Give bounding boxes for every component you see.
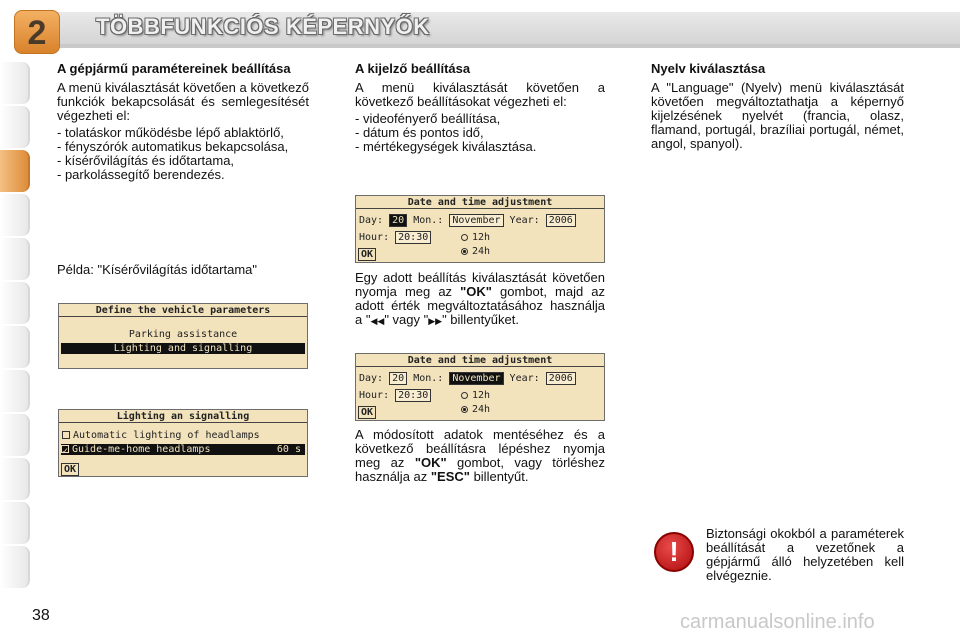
chapter-tab[interactable] xyxy=(0,238,30,280)
menu-item-parking[interactable]: Parking assistance xyxy=(128,329,238,340)
section-heading: A kijelző beállítása xyxy=(355,61,471,76)
option-24h[interactable]: 24h xyxy=(461,404,490,415)
settings-list xyxy=(355,112,605,154)
chapter-tab[interactable] xyxy=(0,282,30,324)
day-field[interactable]: 20 xyxy=(389,372,407,385)
screen-datetime-1 xyxy=(355,195,605,263)
section-heading: A gépjármű paramétereinek beállítása xyxy=(57,61,291,76)
section-language xyxy=(651,62,904,154)
hour-field[interactable]: 20:30 xyxy=(395,389,431,402)
page-title: TÖBBFUNKCIÓS KÉPERNYŐK xyxy=(96,14,430,39)
day-field[interactable]: 20 xyxy=(389,214,407,227)
year-field[interactable]: 2006 xyxy=(546,372,576,385)
option-24h[interactable]: 24h xyxy=(461,246,490,257)
screen-lighting xyxy=(58,409,308,477)
save-paragraph: A módosított adatok mentéséhez és a következő beállításra lépéshez nyomja meg az "OK" gombot, vagy törléshez használja az "ESC" billentyűt. xyxy=(355,427,605,484)
date-row: Day: 20 Mon.: November Year: 2006 xyxy=(359,215,576,226)
checkbox-checked-icon[interactable]: ✓ xyxy=(62,446,69,457)
section-intro: A menü kiválasztását követően a következő beállításokat végezheti el: xyxy=(355,80,605,109)
option-guide-me-home-selected[interactable]: ✓ Guide-me-home headlamps 60 s xyxy=(61,444,305,455)
list-item: - kísérővilágítás és időtartama, xyxy=(57,154,309,168)
instruction-paragraph: Egy adott beállítás kiválasztását követően nyomja meg az "OK" gombot, majd az adott érték megváltoztatásához használja a "◀◀" vagy "▶▶" billentyűket. xyxy=(355,270,605,327)
screen-title: Define the vehicle parameters xyxy=(59,304,307,317)
esc-label: "ESC" xyxy=(430,469,470,484)
section-vehicle-params xyxy=(57,62,309,182)
list-item: - tolatáskor működésbe lépő ablaktörlő, xyxy=(57,126,309,140)
hour-row: Hour: 20:30 xyxy=(359,232,431,243)
checkbox-icon[interactable] xyxy=(62,431,70,439)
safety-warning: Biztonsági okokból a paraméterek beállítását a vezetőnek a gépjármű álló helyzetében kell elvégeznie. xyxy=(706,526,904,583)
radio-icon[interactable] xyxy=(461,234,468,241)
header-underline xyxy=(60,44,960,48)
fast-forward-icon: ▶▶ xyxy=(428,316,443,326)
screen-vehicle-params xyxy=(58,303,308,369)
ok-button[interactable]: OK xyxy=(358,406,376,419)
watermark: carmanualsonline.info xyxy=(680,611,875,633)
radio-icon[interactable] xyxy=(461,392,468,399)
list-item: - videofényerő beállítása, xyxy=(355,112,605,126)
duration-value[interactable]: 60 s xyxy=(276,444,301,455)
section-display-settings xyxy=(355,62,605,154)
option-12h[interactable]: 12h xyxy=(461,232,490,243)
hour-field[interactable]: 20:30 xyxy=(395,231,431,244)
list-item: - mértékegységek kiválasztása. xyxy=(355,140,605,154)
menu-item-lighting-selected[interactable]: Lighting and signalling xyxy=(61,343,305,354)
section-intro: A menü kiválasztását követően a következő funkciók bekapcsolását és semlegesítését végezheti el: xyxy=(57,80,309,123)
chapter-tab[interactable] xyxy=(0,502,30,544)
radio-selected-icon[interactable] xyxy=(461,248,468,255)
chapter-tab[interactable] xyxy=(0,326,30,368)
ok-button[interactable]: OK xyxy=(61,463,79,476)
ok-button[interactable]: OK xyxy=(358,248,376,261)
chapter-tab[interactable] xyxy=(0,194,30,236)
ok-label: "OK" xyxy=(414,455,447,470)
chapter-tab[interactable] xyxy=(0,546,30,588)
year-field[interactable]: 2006 xyxy=(546,214,576,227)
list-item: - parkolássegítő berendezés. xyxy=(57,168,309,182)
feature-list xyxy=(57,126,309,182)
chapter-tabs xyxy=(0,62,34,590)
screen-title: Date and time adjustment xyxy=(356,354,604,367)
screen-title: Date and time adjustment xyxy=(356,196,604,209)
page-number: 38 xyxy=(32,607,50,624)
section-heading: Nyelv kiválasztása xyxy=(651,61,766,76)
option-auto-headlamps[interactable]: Automatic lighting of headlamps xyxy=(62,430,260,441)
list-item: - dátum és pontos idő, xyxy=(355,126,605,140)
list-item: - fényszórók automatikus bekapcsolása, xyxy=(57,140,309,154)
example-caption: Példa: "Kísérővilágítás időtartama" xyxy=(57,262,257,277)
screen-datetime-2 xyxy=(355,353,605,421)
option-12h[interactable]: 12h xyxy=(461,390,490,401)
chapter-number: 2 xyxy=(14,10,60,54)
chapter-tab[interactable] xyxy=(0,106,30,148)
chapter-tab[interactable] xyxy=(0,370,30,412)
chapter-tab[interactable] xyxy=(0,414,30,456)
rewind-icon: ◀◀ xyxy=(370,316,385,326)
chapter-tab[interactable] xyxy=(0,62,30,104)
radio-selected-icon[interactable] xyxy=(461,406,468,413)
section-text: A "Language" (Nyelv) menü kiválasztását követően megváltoztathatja a képernyő kijelzésének nyelvét (francia, olasz, flamand, portugál, brazíliai portugál, német, angol, spanyol). xyxy=(651,80,904,151)
exclamation-icon: ! xyxy=(654,532,694,572)
ok-label: "OK" xyxy=(460,284,492,299)
date-row: Day: 20 Mon.: November Year: 2006 xyxy=(359,373,576,384)
chapter-tab[interactable] xyxy=(0,458,30,500)
hour-row: Hour: 20:30 xyxy=(359,390,431,401)
screen-title: Lighting an signalling xyxy=(59,410,307,423)
month-field-selected[interactable]: November xyxy=(449,372,503,385)
month-field[interactable]: November xyxy=(449,214,503,227)
chapter-tab-active[interactable] xyxy=(0,150,30,192)
